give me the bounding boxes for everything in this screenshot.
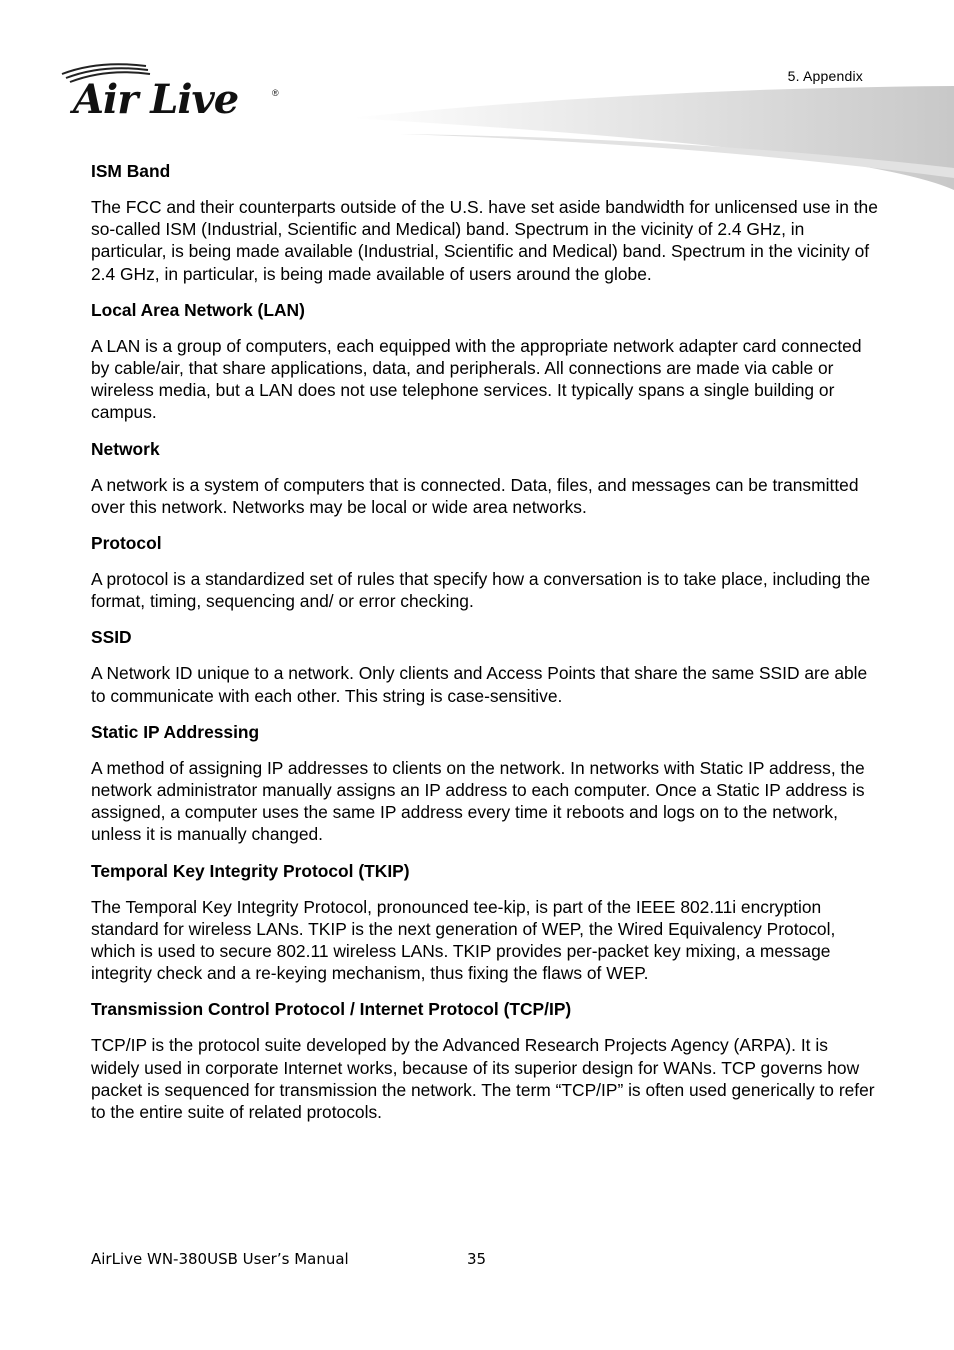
glossary-definition: The FCC and their counterparts outside of the U.S. have set aside bandwidth for unlicensed use in the so-called ISM (Industrial, Scientific and Medical) band. Spectrum in the vicinity of 2.4 GHz, in particular, is being made available (Industrial, Scientific and Medical) band. Spectrum in the vicinity of 2.4 GHz, in particular, is being made available of users around the globe. bbox=[91, 197, 878, 284]
glossary-content bbox=[91, 160, 881, 1137]
glossary-term: Static IP Addressing bbox=[91, 721, 260, 742]
glossary-entry bbox=[91, 626, 881, 706]
glossary-definition: A network is a system of computers that is connected. Data, files, and messages can be transmitted over this network. Networks may be local or wide area networks. bbox=[91, 474, 859, 517]
glossary-definition: The Temporal Key Integrity Protocol, pronounced tee-kip, is part of the IEEE 802.11i encryption standard for wireless LANs. TKIP is the next generation of WEP, the Wired Equivalency Protocol, which is used to secure 802.11 wireless LANs. TKIP provides per-packet key mixing, a message integrity check and a re-keying mechanism, thus fixing the flaws of WEP. bbox=[91, 896, 836, 984]
glossary-entry bbox=[91, 721, 881, 846]
glossary-definition: TCP/IP is the protocol suite developed by the Advanced Research Projects Agency (ARPA). It is widely used in corporate Internet works, because of its superior design for WANs. TCP governs how packet is sequenced for transmission the network. The term “TCP/IP” is often used generically to refer to the entire suite of related protocols. bbox=[91, 1035, 875, 1123]
glossary-term: ISM Band bbox=[91, 161, 171, 181]
glossary-term: Network bbox=[91, 438, 160, 459]
glossary-term: SSID bbox=[91, 627, 132, 648]
airlive-logo: Air Live bbox=[73, 76, 239, 123]
glossary-definition: A LAN is a group of computers, each equipped with the appropriate network adapter card connected by cable/air, that share applications, data, and peripherals. All connections are made via cable or wireless media, but a LAN does not use telephone services. It typically spans a single building or campus. bbox=[91, 335, 862, 423]
glossary-term: Local Area Network (LAN) bbox=[91, 299, 305, 320]
glossary-definition: A Network ID unique to a network. Only clients and Access Points that share the same SSID are able to communicate with each other. This string is case-sensitive. bbox=[91, 663, 868, 706]
glossary-entry bbox=[91, 532, 881, 612]
glossary-term: Protocol bbox=[91, 533, 162, 554]
section-label: 5. Appendix bbox=[787, 68, 863, 84]
footer-manual-title: AirLive WN-380USB User’s Manual bbox=[91, 1250, 349, 1268]
glossary-entry bbox=[91, 860, 881, 985]
glossary-entry bbox=[91, 438, 881, 518]
footer-page-number: 35 bbox=[467, 1250, 487, 1268]
glossary-entry bbox=[91, 998, 881, 1123]
glossary-definition: A protocol is a standardized set of rules that specify how a conversation is to take place, including the format, timing, sequencing and/ or error checking. bbox=[91, 569, 871, 612]
registered-mark: ® bbox=[272, 88, 279, 98]
glossary-definition: A method of assigning IP addresses to clients on the network. In networks with Static IP address, the network administrator manually assigns an IP address to each computer. Once a Static IP address is assigned, a computer uses the same IP address every time it reboots and logs on to the network, unless it is manually changed. bbox=[91, 757, 865, 845]
glossary-entry bbox=[91, 160, 881, 285]
glossary-term: Temporal Key Integrity Protocol (TKIP) bbox=[91, 860, 410, 881]
glossary-term: Transmission Control Protocol / Internet Protocol (TCP/IP) bbox=[91, 999, 572, 1020]
glossary-entry bbox=[91, 299, 881, 424]
